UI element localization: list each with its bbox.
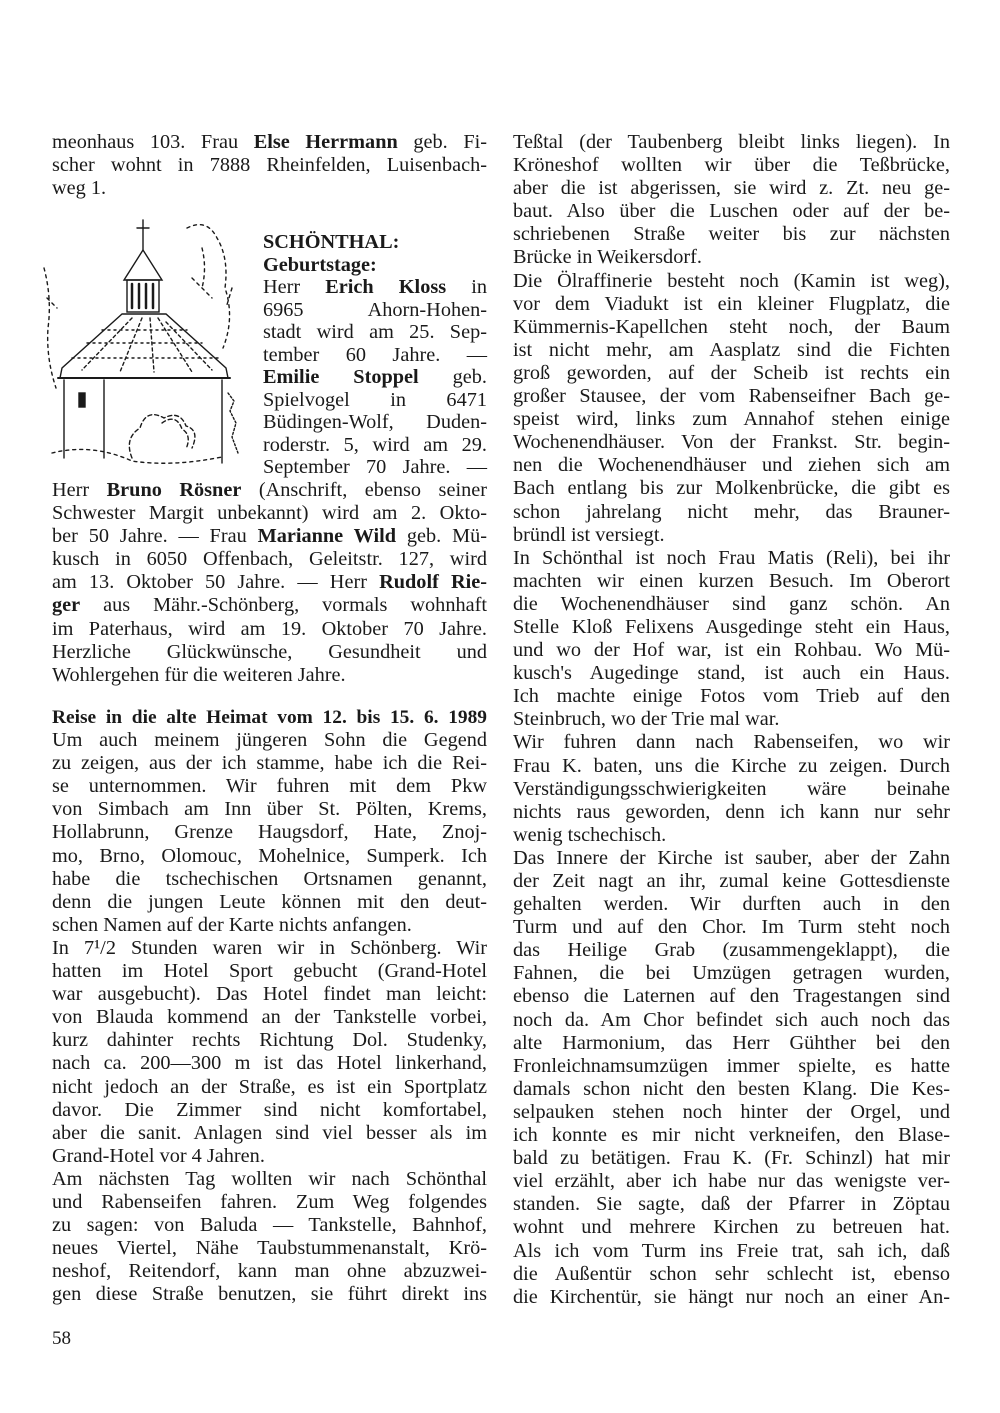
text-segment: kusch's Augedinge stand, ist auch ein Haus. [513, 662, 950, 685]
text-segment: nichts raus geworden, denn ich kann nur sehr [513, 800, 950, 823]
text-line [263, 299, 487, 322]
text-segment: und wo der Hof war, ist ein Rohbau. Wo Mü- [513, 639, 950, 662]
text-line [52, 1283, 487, 1306]
text-line [52, 1260, 487, 1283]
text-segment: Als ich vom Turm ins Freie trat, sah ich, daß [513, 1239, 950, 1262]
text-segment: Wir fuhren dann nach Rabenseifen, wo wir [513, 731, 950, 754]
text-segment: Turm und auf den Chor. Im Turm steht noch [513, 916, 950, 939]
text-segment: scher wohnt in 7888 Rheinfelden, Luisenbach- [52, 154, 487, 177]
text-line [52, 594, 487, 617]
text-line [513, 293, 950, 316]
article-heading [52, 706, 487, 729]
text-segment: Stelle Kloß Felixens Ausgedinge steht ein Haus, [513, 615, 950, 638]
text-segment: im Paterhaus, wird am 19. Oktober 70 Jahre. [52, 617, 487, 640]
text-segment: machten wir einen kurzen Besuch. Im Oberort [513, 569, 950, 592]
text-segment: Verständigungsschwierigkeiten wäre beinahe [513, 777, 950, 800]
text-segment: stadt wird am 25. Sep- [263, 321, 487, 343]
text-segment: In Schönthal ist noch Frau Matis (Reli), bei ihr [513, 546, 950, 569]
text-line [513, 547, 950, 570]
text-segment: aber die ist abgerissen, sie wird z. Zt. neu ge- [513, 177, 950, 200]
travel-report-article [52, 706, 487, 1306]
text-segment: zu sagen: von Baluda — Tankstelle, Bahnhof, [52, 1214, 487, 1237]
text-line [52, 960, 487, 983]
bold-name-text: Reise in die alte Heimat vom 12. bis 15. 6. 1989 [52, 707, 487, 728]
text-segment: Steinbruch, wo der Trie mal war. [513, 708, 780, 731]
text-segment: Frau K. baten, uns die Kirche zu zeigen. Durch [513, 754, 950, 777]
text-line [513, 985, 950, 1008]
text-segment: 6965 Ahorn-Hohen- [263, 298, 487, 321]
text-segment: Kröneshof wollten wir über die Teßbrücke, [513, 154, 950, 177]
text-line [513, 246, 950, 269]
text-line [52, 154, 487, 177]
text-line [263, 411, 487, 434]
bold-name-text: Rudolf Rie- [379, 571, 487, 594]
text-segment: habe die tschechischen Ortsnamen genannt, [52, 867, 487, 890]
bold-name-text: Emilie Stoppel [263, 366, 419, 388]
text-line [513, 477, 950, 500]
text-segment: Um auch meinem jüngeren Sohn die Gegend [52, 729, 487, 752]
text-line [513, 1240, 950, 1263]
text-line [52, 1145, 487, 1168]
text-line [513, 339, 950, 362]
text-segment: neues Viertel, Nähe Taubstummenanstalt, Krö- [52, 1237, 487, 1260]
text-segment: Das Innere der Kirche ist sauber, aber der Zahn [513, 846, 950, 869]
text-line [513, 1193, 950, 1216]
text-line [263, 231, 487, 254]
text-segment: von Simbach am Inn über St. Pölten, Krems, [52, 798, 487, 821]
text-segment: Herzliche Glückwünsche, Gesundheit und [52, 640, 487, 663]
text-line [52, 1029, 487, 1052]
text-line [513, 1170, 950, 1193]
text-line [513, 154, 950, 177]
text-segment: aus Mähr.-Schönberg, vormals wohnhaft [80, 594, 487, 617]
text-segment: ber 50 Jahre. — Frau [52, 525, 258, 548]
text-line [52, 1237, 487, 1260]
text-line [52, 798, 487, 821]
text-line [52, 1214, 487, 1237]
text-segment: damals schon nicht den besten Klang. Die Kes- [513, 1077, 950, 1100]
text-line [52, 1006, 487, 1029]
text-segment: aber die sanit. Anlagen sind viel besser als im [52, 1121, 487, 1144]
text-segment: davor. Die Zimmer sind nicht komfortabel, [52, 1098, 487, 1121]
text-segment: roderstr. 5, wird am 29. [263, 433, 487, 456]
text-segment: In 7¹/2 Stunden waren wir in Schönberg. Wir [52, 936, 487, 959]
text-line [52, 1076, 487, 1099]
text-line [52, 891, 487, 914]
text-line [513, 1009, 950, 1032]
text-line [513, 639, 950, 662]
text-line [52, 1099, 487, 1122]
text-line [52, 641, 487, 664]
text-line [513, 1216, 950, 1239]
bold-name-text: Bruno Rösner [106, 479, 242, 501]
text-line [513, 177, 950, 200]
text-line [513, 801, 950, 824]
text-segment: vor dem Viadukt ist ein kleiner Flugplatz, die [513, 292, 950, 315]
text-segment: schen Namen auf der Karte nichts anfangen. [52, 913, 412, 936]
text-segment: selpauken stehen noch hinter der Orgel, und [513, 1100, 950, 1123]
text-line [513, 1078, 950, 1101]
text-line [513, 408, 950, 431]
text-line [513, 708, 950, 731]
text-line [513, 200, 950, 223]
text-line [513, 1055, 950, 1078]
text-line [513, 454, 950, 477]
text-line [513, 593, 950, 616]
text-line [513, 1032, 950, 1055]
text-segment: bründl ist versiegt. [513, 523, 665, 546]
text-line [52, 525, 487, 548]
text-segment: nicht jedoch an der Straße, es ist ein Sportplatz [52, 1075, 487, 1098]
bold-name-text: Erich Kloss [325, 276, 447, 298]
text-segment: zu zeigen, aus der ich stamme, habe ich die Rei- [52, 752, 487, 775]
text-line [52, 729, 487, 752]
text-line [52, 937, 487, 960]
text-segment: geb. Fi- [397, 131, 487, 153]
text-segment: von Blauda kommend an der Tankstelle vorbei, [52, 1006, 487, 1029]
text-segment: Hollabrunn, Grenze Haugsdorf, Hate, Znoj- [52, 821, 487, 844]
text-segment: der Zeit nagt an ihr, zumal keine Gottesdienste [513, 870, 950, 892]
text-line [52, 177, 487, 200]
text-segment: hatten im Hotel Sport gebucht (Grand-Hotel [52, 960, 487, 983]
text-segment: Teßtal (der Taubenberg bleibt links liegen). In [513, 131, 950, 153]
text-line [52, 131, 487, 154]
text-line [52, 868, 487, 891]
chapel-sketch-illustration [42, 218, 264, 473]
bold-name-text: Geburtstage: [263, 253, 377, 276]
text-line [513, 939, 950, 962]
text-segment: baut. Also über die Luschen oder auf der be- [513, 200, 950, 223]
text-segment: weg 1. [52, 177, 107, 200]
text-segment: und Rabenseifen fahren. Zum Weg folgendes [52, 1190, 487, 1213]
text-line [513, 824, 950, 847]
text-segment: geb. [418, 366, 487, 388]
text-line [52, 1168, 487, 1191]
text-line [263, 254, 487, 277]
text-line [513, 662, 950, 685]
text-segment: gen diese Straße benutzen, sie führt direkt ins [52, 1283, 487, 1306]
text-line [513, 431, 950, 454]
text-line [52, 845, 487, 868]
text-segment: Fronleichnamsumzügen immer spielte, es hatte [513, 1054, 950, 1077]
text-segment: Herr [52, 479, 107, 501]
text-segment: Büdingen-Wolf, Duden- [263, 411, 487, 433]
page-number: 58 [52, 1328, 71, 1349]
text-line [52, 983, 487, 1006]
text-segment: Am nächsten Tag wollten wir nach Schönthal [52, 1167, 487, 1190]
text-line [513, 778, 950, 801]
text-segment: Fahnen, die bei Umzügen getragen wurden, [513, 962, 950, 985]
text-segment: die Kirchentür, sie hängt nur noch an einer An- [513, 1285, 950, 1308]
intro-paragraph [52, 131, 487, 200]
text-line [513, 685, 950, 708]
text-line [513, 847, 950, 870]
text-line [52, 1191, 487, 1214]
text-segment: alte Harmonium, das Herr Gühther bei den [513, 1031, 950, 1054]
text-line [263, 344, 487, 367]
text-line [263, 389, 487, 412]
text-line [52, 775, 487, 798]
text-line [513, 362, 950, 385]
text-segment: schriebenen Straße weiter bis zur nächsten [513, 223, 950, 246]
bold-name-text: Else Herrmann [253, 131, 398, 153]
text-line [513, 1263, 950, 1286]
text-line [513, 270, 950, 293]
text-line [513, 870, 950, 893]
text-line [513, 316, 950, 339]
text-segment: Brücke in Weikersdorf. [513, 246, 702, 269]
text-line [52, 1052, 487, 1075]
text-segment: Wochenendhäuser. Von der Frankst. Str. begin- [513, 431, 950, 454]
text-line [263, 456, 487, 479]
text-line [263, 434, 487, 457]
text-segment: neshof, Reitendorf, kann man ohne abzuzwei- [52, 1260, 487, 1283]
text-line [513, 223, 950, 246]
bold-name-text: ger [52, 594, 81, 617]
text-segment: geb. Mü- [396, 525, 487, 548]
text-line [513, 616, 950, 639]
bold-name-text: Marianne Wild [257, 525, 397, 548]
text-line [52, 914, 487, 937]
text-segment: ist nicht mehr, am Aasplatz sind die Fichten [513, 338, 950, 361]
text-segment: schon jahrelang nicht mehr, das Brauner- [513, 500, 950, 523]
text-segment: am 13. Oktober 50 Jahre. — Herr [52, 571, 380, 594]
text-segment: nach ca. 200—300 m ist das Hotel linkerhand, [52, 1052, 487, 1075]
birthdays-paragraph [52, 479, 487, 687]
text-line [52, 618, 487, 641]
text-segment: kurz dahinter rechts Richtung Dol. Studenky, [52, 1029, 487, 1052]
text-segment: se unternommen. Wir fuhren mit dem Pkw [52, 775, 487, 798]
text-segment: die Außentür schon sehr schlecht ist, ebenso [513, 1262, 950, 1285]
text-segment: Ich machte einige Fotos vom Trieb auf den [513, 685, 950, 708]
text-line [52, 479, 487, 502]
text-segment: ebenso die Laternen auf den Tragestangen sind [513, 985, 950, 1008]
text-line [263, 321, 487, 344]
text-segment: nen die Wochenendhäuser und ziehen sich am [513, 454, 950, 477]
text-line [52, 821, 487, 844]
text-line [513, 962, 950, 985]
text-segment: standen. Sie sagte, daß der Pfarrer in Zöptau [513, 1193, 950, 1216]
schoenthal-birthdays-intro [263, 231, 487, 479]
text-segment: Schwester Margit unbekannt) wird am 2. Okto- [52, 502, 487, 525]
text-segment: Herr [263, 276, 326, 298]
text-line [513, 131, 950, 154]
text-line [52, 548, 487, 571]
text-line [52, 752, 487, 775]
text-segment: mo, Brno, Olomouc, Mohelnice, Sumperk. Ich [52, 844, 487, 867]
text-line [513, 1147, 950, 1170]
text-line [52, 664, 487, 687]
text-line [513, 755, 950, 778]
text-line [263, 276, 487, 299]
text-segment: meonhaus 103. Frau [52, 131, 254, 153]
text-line [52, 1122, 487, 1145]
text-segment: großer Stausee, der vom Rabenseifner Bach ge- [513, 385, 950, 408]
text-segment: groß geworden, auf der Scheib ist rechts ein [513, 361, 950, 384]
text-segment: war ausgebucht). Das Hotel findet man leicht: [52, 983, 487, 1006]
text-line [513, 501, 950, 524]
text-line [513, 570, 950, 593]
text-segment: viel erzählt, aber ich habe nur das wenigste ver- [513, 1170, 950, 1193]
text-segment: wohnt und mehrere Kirchen zu betreuen hat. [513, 1216, 950, 1239]
text-segment: Bach entlang bis zur Molkenbrücke, die gibt es [513, 477, 950, 500]
text-segment: Grand-Hotel vor 4 Jahren. [52, 1144, 265, 1167]
text-line [513, 731, 950, 754]
text-segment: das Heilige Grab (zusammengeklappt), die [513, 939, 950, 962]
text-segment: Kümmernis-Kapellchen steht noch, der Baum [513, 315, 950, 338]
text-segment: noch da. Am Chor befindet sich auch noch das [513, 1008, 950, 1031]
text-line [513, 1286, 950, 1309]
text-segment: Wohlergehen für die weiteren Jahre. [52, 663, 346, 686]
text-segment: (Anschrift, ebenso seiner [241, 479, 487, 501]
text-segment: tember 60 Jahre. — [263, 343, 487, 366]
bold-name-text: SCHÖNTHAL: [263, 231, 400, 253]
text-segment: Die Ölraffinerie besteht noch (Kamin ist weg), [513, 269, 950, 292]
text-line [52, 502, 487, 525]
text-line [52, 571, 487, 594]
text-line [263, 366, 487, 389]
text-segment: speist wird, links zum Annahof stehen einige [513, 408, 950, 431]
text-line [513, 524, 950, 547]
text-segment: September 70 Jahre. — [263, 456, 487, 478]
text-segment: denn die jungen Leute können mit den deut- [52, 890, 487, 913]
text-line [513, 385, 950, 408]
text-segment: in [446, 276, 487, 298]
text-line [513, 893, 950, 916]
text-segment: ich konnte es mir nicht verkneifen, den Blase- [513, 1124, 950, 1147]
text-segment: wenig tschechisch. [513, 823, 667, 846]
text-segment: kusch in 6050 Offenbach, Geleitstr. 127, wird [52, 548, 487, 571]
text-segment: bald zu betätigen. Frau K. (Fr. Schinzl) hat mir [513, 1147, 950, 1170]
text-segment: die Wochenendhäuser sind ganz schön. An [513, 592, 950, 615]
text-segment: Spielvogel in 6471 [263, 388, 487, 411]
text-line [513, 916, 950, 939]
text-line [513, 1101, 950, 1124]
text-line [513, 1124, 950, 1147]
right-column-text [513, 131, 950, 1309]
text-segment: gehalten werden. Wir durften auch in den [513, 893, 950, 916]
